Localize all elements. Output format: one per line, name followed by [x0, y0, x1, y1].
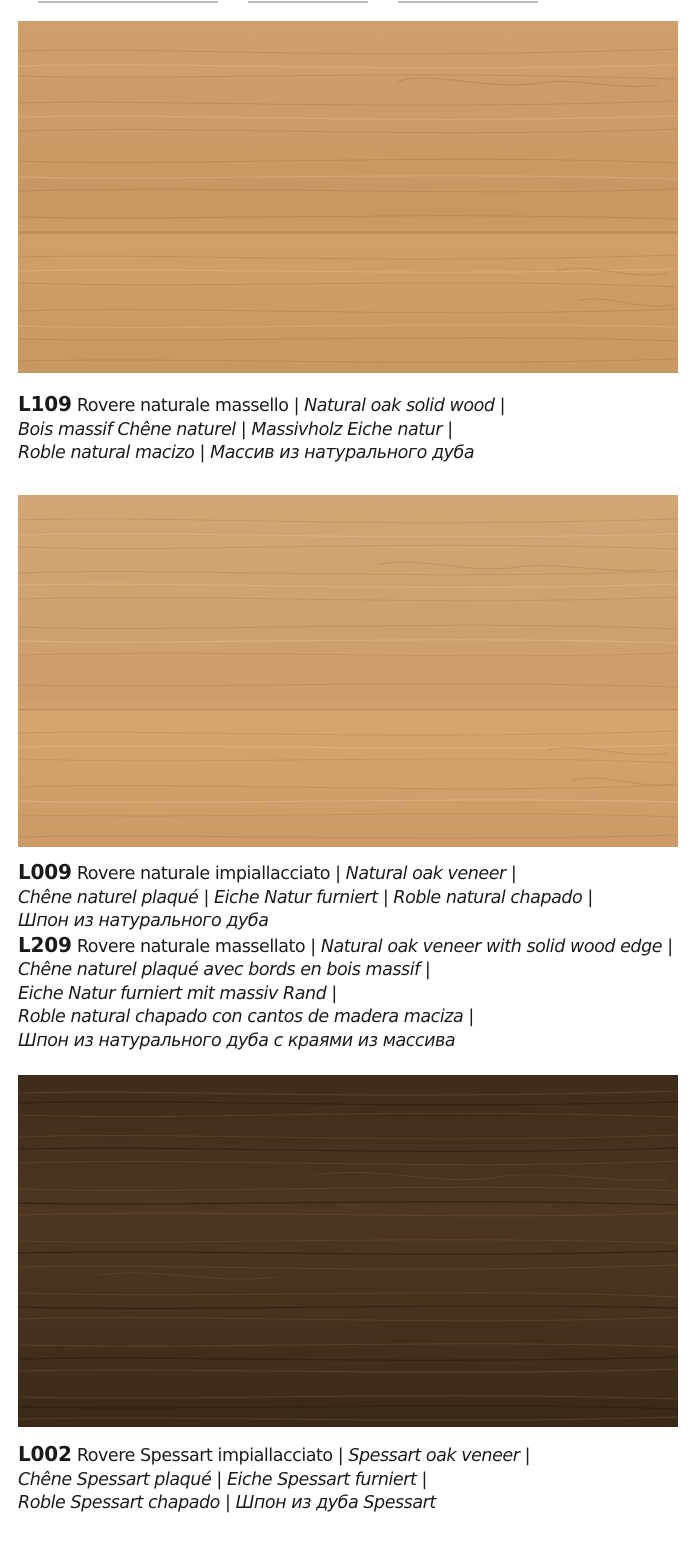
caption-line — [18, 1030, 690, 1054]
swatch-l002-image — [18, 1075, 678, 1427]
caption-text: | — [505, 864, 517, 884]
caption-text: Natural oak veneer — [345, 864, 506, 884]
caption-l009 — [18, 861, 690, 1053]
wood-grain-light — [18, 21, 678, 373]
caption-line — [18, 959, 690, 983]
caption-text: Natural oak veneer with solid wood edge — [320, 936, 663, 957]
caption-line — [18, 419, 690, 443]
caption-text: Rovere Spessart impiallacciato | — [76, 1446, 349, 1466]
caption-text: Rovere naturale massello | — [76, 396, 305, 416]
caption-text: | — [235, 419, 252, 440]
finish-code: L209 — [18, 932, 72, 957]
caption-text: | — [494, 396, 506, 416]
caption-text: | — [582, 887, 593, 908]
caption-text: Шпон из натурального дуба — [18, 911, 269, 931]
caption-line — [18, 1492, 690, 1516]
caption-text: Chêne naturel plaqué avec bords en bois massif — [18, 960, 420, 980]
caption-text: | — [519, 1446, 531, 1466]
caption-text: Eiche Natur furniert mit massiv Rand — [18, 983, 327, 1004]
caption-line — [18, 910, 690, 934]
caption-text: Rovere naturale massellato | — [76, 936, 321, 957]
caption-text: Roble Spessart chapado — [18, 1493, 220, 1513]
caption-text: | — [662, 936, 673, 957]
finish-code: L009 — [18, 860, 72, 884]
caption-line — [18, 887, 690, 911]
caption-text: Массив из натурального дуба — [210, 443, 475, 463]
caption-text: Roble natural chapado con cantos de madera maciza — [18, 1007, 464, 1027]
caption-text: Natural oak solid wood — [304, 396, 495, 416]
caption-text: Massivholz Eiche natur — [251, 419, 443, 440]
caption-text: | — [194, 443, 211, 463]
caption-line — [18, 983, 690, 1007]
wood-grain-veneer — [18, 495, 678, 847]
caption-text: | — [416, 1469, 427, 1490]
caption-text: Spessart oak veneer — [348, 1446, 520, 1466]
caption-text: Eiche Spessart furniert — [226, 1469, 417, 1490]
caption-text: Шпон из натурального дуба с краями из массива — [18, 1030, 456, 1051]
finish-code: L109 — [18, 392, 72, 416]
caption-l002 — [18, 1443, 690, 1516]
caption-line — [18, 1469, 690, 1493]
caption-line — [18, 861, 690, 887]
caption-text: | — [219, 1493, 236, 1513]
caption-text: Roble natural macizo — [18, 443, 195, 463]
caption-line — [18, 442, 690, 466]
caption-text: | — [198, 887, 214, 908]
swatch-l109-image — [18, 21, 678, 373]
caption-l109 — [18, 393, 690, 466]
finish-code: L002 — [18, 1442, 72, 1466]
caption-line — [18, 1443, 690, 1469]
caption-text: | — [211, 1469, 227, 1490]
caption-text: Шпон из дуба Spessart — [235, 1493, 436, 1513]
clipped-previous-text — [18, 0, 678, 4]
caption-text: | — [377, 887, 394, 908]
caption-text: Roble natural chapado — [393, 887, 583, 908]
caption-text: | — [326, 983, 337, 1004]
caption-text: Chêne naturel plaqué — [18, 887, 199, 908]
caption-text: | — [463, 1007, 474, 1027]
wood-grain-dark — [18, 1075, 678, 1427]
caption-text: Eiche Natur furniert — [214, 887, 378, 908]
caption-text: Rovere naturale impiallacciato | — [76, 864, 346, 884]
swatch-l009-image — [18, 495, 678, 847]
caption-text: | — [419, 960, 431, 980]
caption-line — [18, 393, 690, 419]
caption-line — [18, 934, 690, 960]
caption-text: | — [442, 419, 453, 440]
caption-line — [18, 1006, 690, 1030]
caption-text: Bois massif Chêne naturel — [18, 419, 236, 440]
caption-text: Chêne Spessart plaqué — [18, 1469, 212, 1490]
